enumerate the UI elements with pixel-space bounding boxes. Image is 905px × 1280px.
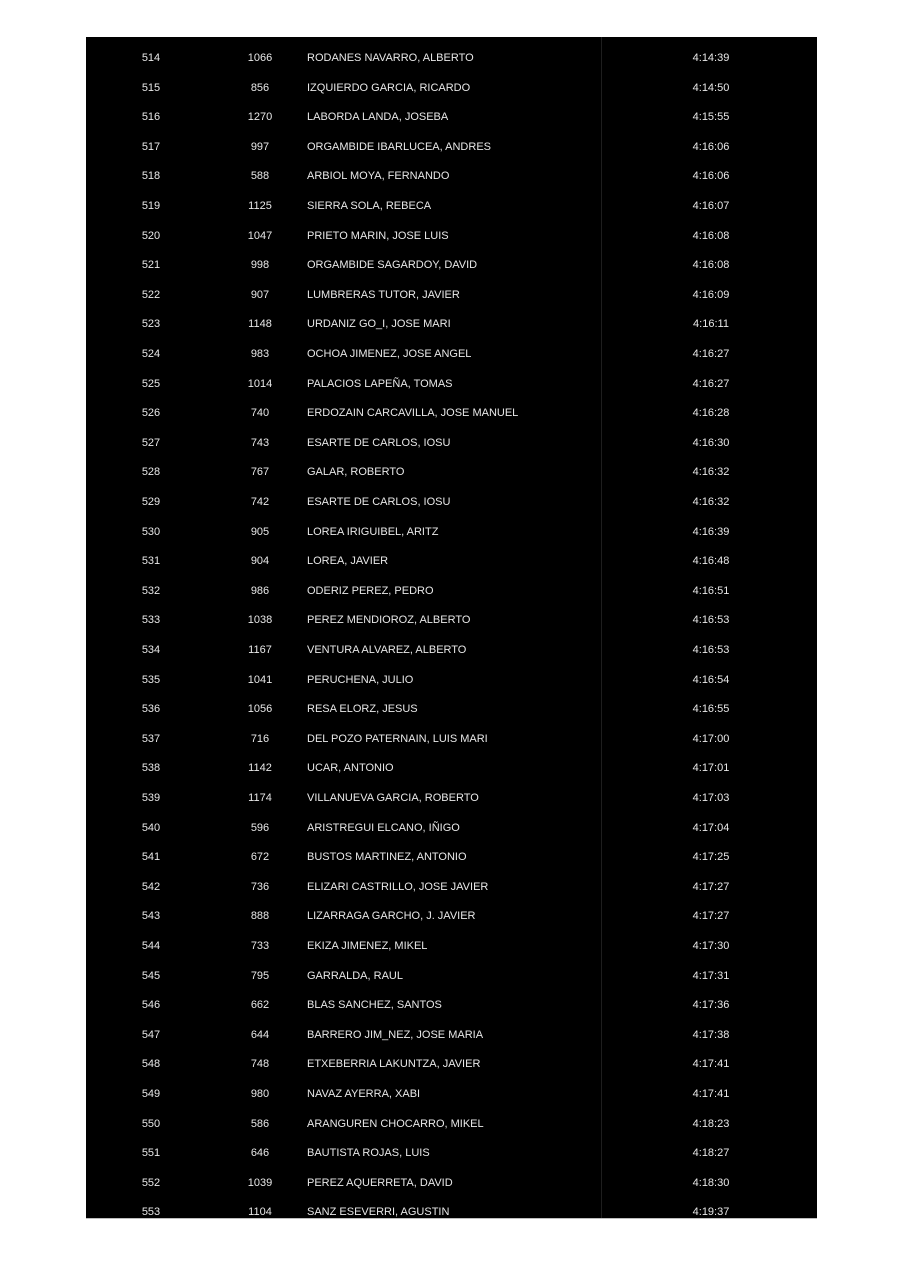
finish-time-cell: 4:16:39 [692,525,730,538]
bib-number-cell: 856 [250,81,270,94]
position-cell: 529 [141,496,161,508]
finish-time-cell: 4:17:25 [692,851,730,864]
position-cell: 518 [141,170,161,183]
bib-number-cell: 907 [250,288,270,301]
position-cell: 536 [141,703,161,716]
table-row [86,78,817,98]
table-row [86,1084,817,1104]
table-row [86,581,817,601]
bib-number-cell: 795 [250,969,270,982]
position-cell: 514 [141,52,161,64]
table-row [86,610,817,630]
finish-time-cell: 4:17:36 [692,999,730,1012]
table-row [86,758,817,778]
table-row [86,551,817,571]
finish-time-cell: 4:17:31 [692,969,730,982]
runner-name-cell: IZQUIERDO GARCIA, RICARDO [307,81,471,94]
runner-name-cell: PALACIOS LAPEÑA, TOMAS [307,377,453,390]
table-row [86,433,817,453]
position-cell: 516 [141,111,161,124]
finish-time-cell: 4:16:08 [692,259,730,272]
runner-name-cell: ELIZARI CASTRILLO, JOSE JAVIER [307,880,489,893]
bib-number-cell: 672 [250,851,270,864]
position-cell: 534 [141,644,161,656]
bib-number-cell: 736 [250,880,270,893]
runner-name-cell: LOREA, JAVIER [307,555,389,568]
runner-name-cell: LOREA IRIGUIBEL, ARITZ [307,525,439,538]
bib-number-cell: 1104 [248,1206,272,1219]
runner-name-cell: RESA ELORZ, JESUS [307,703,418,716]
bib-number-cell: 1142 [248,762,272,775]
position-cell: 543 [141,910,161,923]
position-cell: 542 [141,880,161,893]
finish-time-cell: 4:17:27 [692,910,730,923]
bib-number-cell: 588 [250,170,270,183]
finish-time-cell: 4:16:55 [692,703,730,716]
table-row [86,314,817,334]
table-row [86,1025,817,1045]
runner-name-cell: BUSTOS MARTINEZ, ANTONIO [307,851,467,864]
table-row [86,847,817,867]
bib-number-cell: 743 [250,436,270,449]
runner-name-cell: PRIETO MARIN, JOSE LUIS [307,229,449,242]
finish-time-cell: 4:16:51 [692,584,730,597]
bib-number-cell: 904 [250,555,270,568]
runner-name-cell: ODERIZ PEREZ, PEDRO [307,584,434,597]
position-cell: 553 [141,1206,161,1219]
bib-number-cell: 742 [250,496,270,508]
table-row [86,285,817,305]
finish-time-cell: 4:16:28 [692,407,730,420]
position-cell: 541 [141,851,161,864]
runner-name-cell: ARANGUREN CHOCARRO, MIKEL [307,1117,484,1130]
finish-time-cell: 4:14:39 [692,52,730,64]
table-row [86,995,817,1015]
bib-number-cell: 1148 [248,318,272,331]
table-row [86,966,817,986]
finish-time-cell: 4:17:30 [692,940,730,952]
finish-time-cell: 4:17:38 [692,1028,730,1041]
table-row [86,640,817,660]
position-cell: 535 [141,673,161,686]
bib-number-cell: 1174 [248,792,272,804]
table-row [86,788,817,808]
runner-name-cell: VENTURA ALVAREZ, ALBERTO [307,644,467,656]
finish-time-cell: 4:17:01 [692,762,730,775]
runner-name-cell: ESARTE DE CARLOS, IOSU [307,436,451,449]
runner-name-cell: LABORDA LANDA, JOSEBA [307,111,449,124]
runner-name-cell: ARBIOL MOYA, FERNANDO [307,170,450,183]
runner-name-cell: ETXEBERRIA LAKUNTZA, JAVIER [307,1058,481,1071]
bib-number-cell: 905 [250,525,270,538]
bib-number-cell: 986 [250,584,270,597]
finish-time-cell: 4:16:53 [692,644,730,656]
runner-name-cell: LIZARRAGA GARCHO, J. JAVIER [307,910,476,923]
results-table [86,37,817,1219]
table-row [86,226,817,246]
finish-time-cell: 4:16:54 [692,673,730,686]
runner-name-cell: PEREZ AQUERRETA, DAVID [307,1176,453,1189]
table-row [86,107,817,127]
bib-number-cell: 998 [250,259,270,272]
position-cell: 517 [141,140,161,153]
table-row [86,877,817,897]
table-row [86,1173,817,1193]
finish-time-cell: 4:16:32 [692,496,730,508]
runner-name-cell: OCHOA JIMENEZ, JOSE ANGEL [307,348,472,360]
bib-number-cell: 662 [250,999,270,1012]
bib-number-cell: 980 [250,1088,270,1100]
finish-time-cell: 4:16:48 [692,555,730,568]
finish-time-cell: 4:18:23 [692,1117,730,1130]
table-row [86,522,817,542]
runner-name-cell: SIERRA SOLA, REBECA [307,200,432,212]
position-cell: 538 [141,762,161,775]
finish-time-cell: 4:17:41 [692,1088,730,1100]
position-cell: 530 [141,525,161,538]
runner-name-cell: RODANES NAVARRO, ALBERTO [307,52,474,64]
bib-number-cell: 1047 [247,229,273,242]
table-row [86,255,817,275]
finish-time-cell: 4:17:04 [692,821,730,834]
finish-time-cell: 4:17:41 [692,1058,730,1071]
runner-name-cell: BLAS SANCHEZ, SANTOS [307,999,442,1012]
runner-name-cell: URDANIZ GO_I, JOSE MARI [307,318,451,331]
position-cell: 540 [141,821,161,834]
position-cell: 523 [141,318,161,331]
bib-number-cell: 748 [250,1058,270,1071]
runner-name-cell: LUMBRERAS TUTOR, JAVIER [307,288,460,301]
finish-time-cell: 4:16:09 [692,288,730,301]
bib-number-cell: 1066 [247,52,273,64]
table-row [86,166,817,186]
runner-name-cell: ARISTREGUI ELCANO, IÑIGO [307,821,460,834]
position-cell: 547 [141,1028,161,1041]
bib-number-cell: 646 [250,1147,270,1160]
position-cell: 519 [141,200,161,212]
runner-name-cell: ESARTE DE CARLOS, IOSU [307,496,451,508]
runner-name-cell: EKIZA JIMENEZ, MIKEL [307,940,428,952]
bib-number-cell: 1125 [248,200,272,212]
finish-time-cell: 4:16:07 [692,200,730,212]
position-cell: 527 [141,436,161,449]
runner-name-cell: ORGAMBIDE SAGARDOY, DAVID [307,259,478,272]
bib-number-cell: 888 [250,910,270,923]
table-row [86,1143,817,1163]
runner-name-cell: ORGAMBIDE IBARLUCEA, ANDRES [307,140,491,153]
runner-name-cell: BAUTISTA ROJAS, LUIS [307,1147,430,1160]
table-row [86,936,817,956]
bib-number-cell: 983 [250,348,270,360]
table-row [86,344,817,364]
position-cell: 537 [141,732,161,745]
finish-time-cell: 4:17:27 [692,880,730,893]
bib-number-cell: 740 [250,407,270,420]
finish-time-cell: 4:16:27 [692,348,730,360]
position-cell: 548 [141,1058,161,1071]
position-cell: 549 [141,1088,161,1100]
bib-number-cell: 767 [250,466,270,479]
bib-number-cell: 1270 [247,111,273,124]
runner-name-cell: VILLANUEVA GARCIA, ROBERTO [307,792,479,804]
finish-time-cell: 4:18:30 [692,1176,730,1189]
table-row [86,462,817,482]
bib-number-cell: 1167 [248,644,272,656]
position-cell: 546 [141,999,161,1012]
table-row [86,1202,817,1222]
bib-number-cell: 716 [250,732,270,745]
bib-number-cell: 1039 [247,1176,273,1189]
runner-name-cell: GARRALDA, RAUL [307,969,403,982]
runner-name-cell: UCAR, ANTONIO [307,762,394,775]
runner-name-cell: SANZ ESEVERRI, AGUSTIN [307,1206,450,1219]
bib-number-cell: 733 [250,940,270,952]
table-row [86,818,817,838]
finish-time-cell: 4:16:11 [693,318,729,331]
position-cell: 550 [141,1117,161,1130]
position-cell: 531 [141,555,161,568]
position-cell: 524 [141,348,161,360]
table-row [86,670,817,690]
position-cell: 520 [141,229,161,242]
finish-time-cell: 4:16:27 [692,377,730,390]
bib-number-cell: 1038 [247,614,273,627]
position-cell: 545 [141,969,161,982]
finish-time-cell: 4:14:50 [692,81,730,94]
finish-time-cell: 4:16:08 [692,229,730,242]
runner-name-cell: PERUCHENA, JULIO [307,673,414,686]
table-row [86,492,817,512]
table-row [86,699,817,719]
finish-time-cell: 4:19:37 [692,1206,730,1219]
finish-time-cell: 4:16:06 [692,140,730,153]
bib-number-cell: 1056 [247,703,273,716]
runner-name-cell: PEREZ MENDIOROZ, ALBERTO [307,614,471,627]
position-cell: 551 [141,1147,161,1160]
position-cell: 528 [141,466,161,479]
runner-name-cell: NAVAZ AYERRA, XABI [307,1088,421,1100]
runner-name-cell: DEL POZO PATERNAIN, LUIS MARI [307,732,488,745]
table-row [86,48,817,68]
table-row [86,729,817,749]
position-cell: 522 [141,288,161,301]
position-cell: 544 [141,940,161,952]
bib-number-cell: 596 [250,821,270,834]
table-row [86,137,817,157]
finish-time-cell: 4:15:55 [692,111,730,124]
table-row [86,1054,817,1074]
position-cell: 533 [141,614,161,627]
bib-number-cell: 586 [250,1117,270,1130]
finish-time-cell: 4:17:03 [692,792,730,804]
finish-time-cell: 4:17:00 [692,732,730,745]
position-cell: 525 [141,377,161,390]
bib-number-cell: 1014 [247,377,273,390]
table-row [86,1114,817,1134]
finish-time-cell: 4:16:32 [692,466,730,479]
table-row [86,196,817,216]
finish-time-cell: 4:16:30 [692,436,730,449]
runner-name-cell: ERDOZAIN CARCAVILLA, JOSE MANUEL [307,407,519,420]
runner-name-cell: BARRERO JIM_NEZ, JOSE MARIA [307,1028,484,1041]
table-row [86,906,817,926]
position-cell: 515 [141,81,161,94]
position-cell: 521 [141,259,161,272]
position-cell: 539 [141,792,161,804]
bib-number-cell: 644 [250,1028,270,1041]
position-cell: 532 [141,584,161,597]
bib-number-cell: 1041 [247,673,273,686]
table-row [86,374,817,394]
position-cell: 526 [141,407,161,420]
finish-time-cell: 4:16:06 [692,170,730,183]
runner-name-cell: GALAR, ROBERTO [307,466,405,479]
position-cell: 552 [141,1176,161,1189]
bib-number-cell: 997 [250,140,270,153]
table-row [86,403,817,423]
finish-time-cell: 4:18:27 [692,1147,730,1160]
finish-time-cell: 4:16:53 [692,614,730,627]
